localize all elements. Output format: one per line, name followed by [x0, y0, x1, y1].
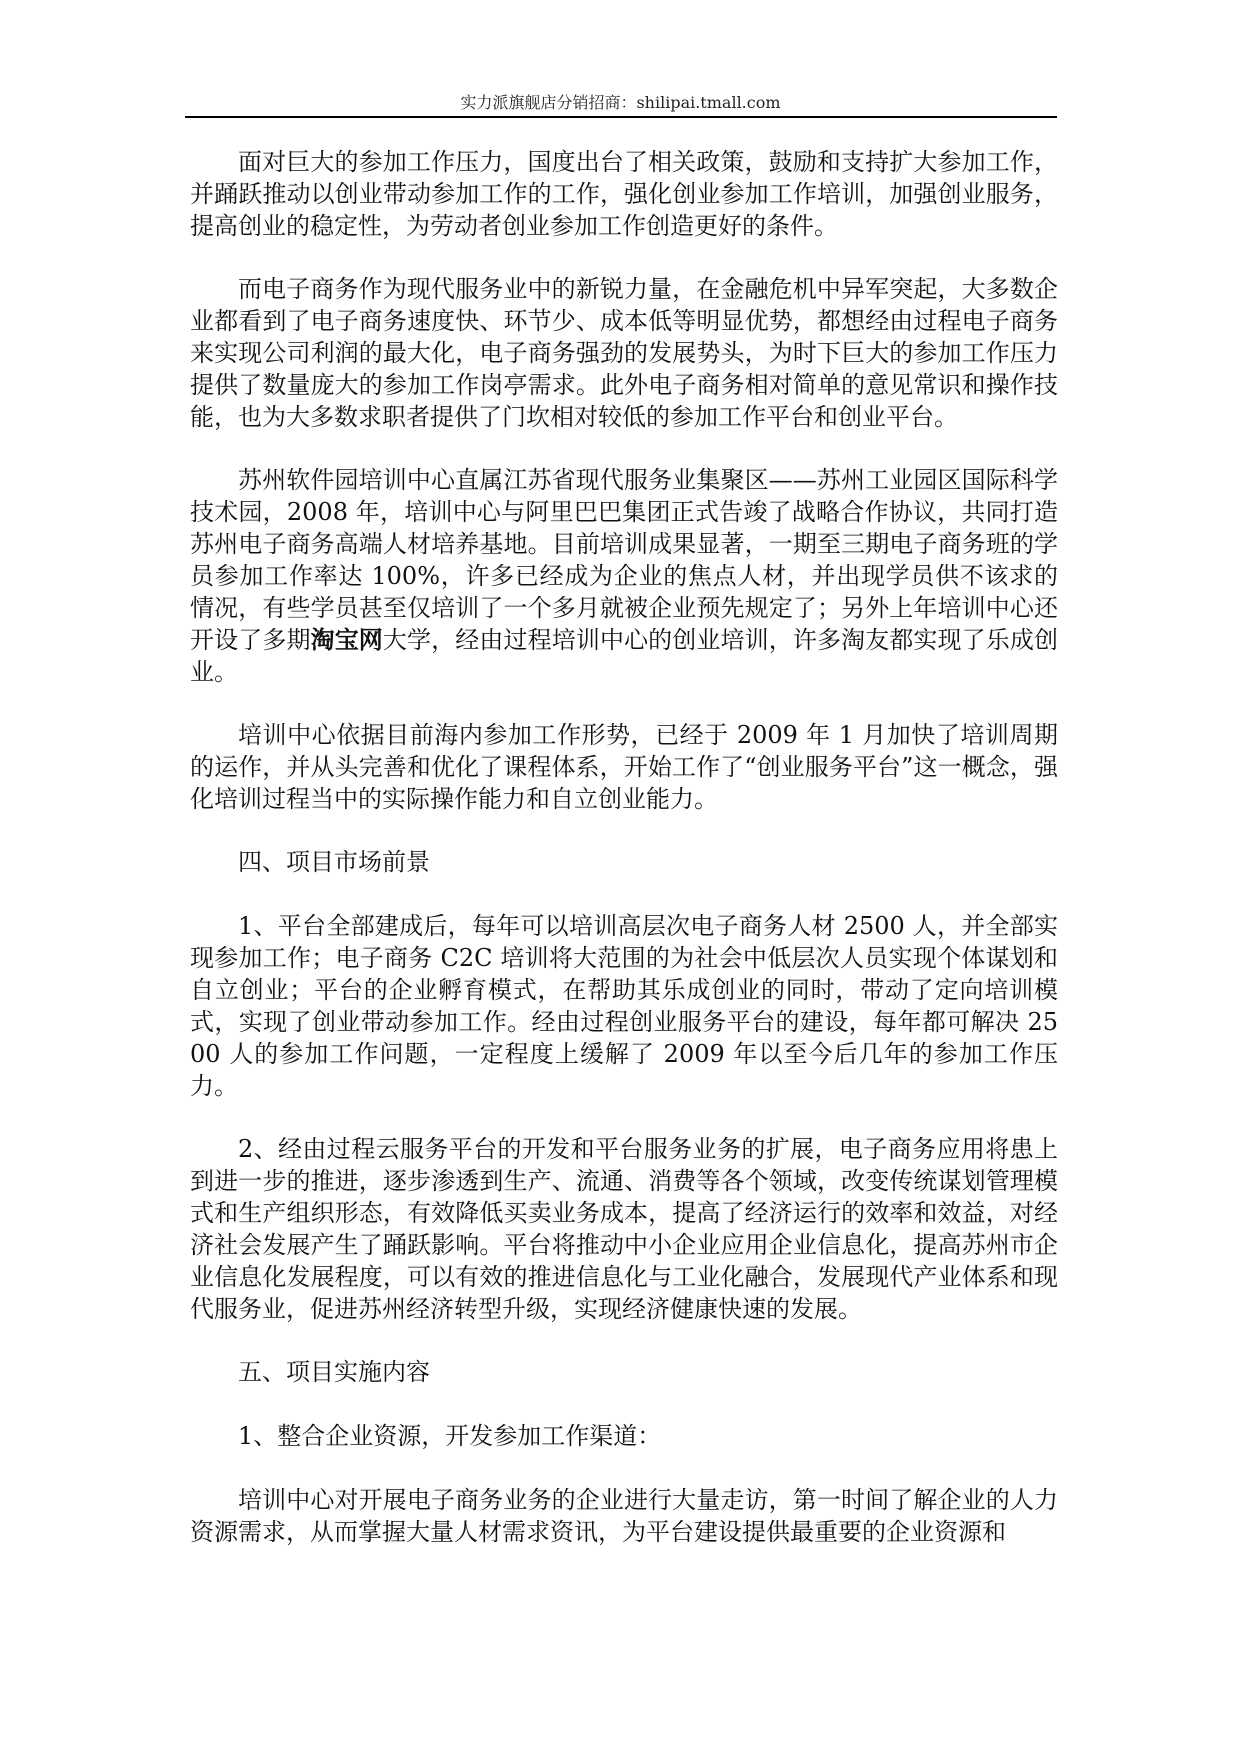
paragraph-5: 1、平台全部建成后，每年可以培训高层次电子商务人材 2500 人，并全部实现参加工作；电子商务 C2C 培训将大范围的为社会中低层次人员实现个体谋划和自立创业；平台的企业孵育模式，在帮助其乐成创业的同时，带动了定向培训模式，实现了创业带动参加工作。经由过程创业服务平台的建设，每年都可解决 2500 人的参加工作问题，一定程度上缓解了 2009 年以至今后几年的参加工作压力。: [190, 912, 1058, 1100]
taobao-link[interactable]: 淘宝网: [310, 626, 383, 654]
header-divider: [185, 116, 1057, 118]
section-heading-5: 五、项目实施内容: [238, 1358, 430, 1386]
paragraph-1: 面对巨大的参加工作压力，国度出台了相关政策，鼓励和支持扩大参加工作，并踊跃推动以创业带动参加工作的工作，强化创业参加工作培训，加强创业服务，提高创业的稳定性，为劳动者创业参加工作创造更好的条件。: [190, 148, 1058, 240]
page-header: 实力派旗舰店分销招商：shilipai.tmall.com: [460, 93, 781, 112]
paragraph-6: 2、经由过程云服务平台的开发和平台服务业务的扩展，电子商务应用将患上到进一步的推进，逐步渗透到生产、流通、消费等各个领域，改变传统谋划管理模式和生产组织形态，有效降低买卖业务成本，提高了经济运行的效率和效益，对经济社会发展产生了踊跃影响。平台将推动中小企业应用企业信息化，提高苏州市企业信息化发展程度，可以有效的推进信息化与工业化融合，发展现代产业体系和现代服务业，促进苏州经济转型升级，实现经济健康快速的发展。: [190, 1135, 1058, 1323]
subsection-heading-5-1: 1、整合企业资源，开发参加工作渠道：: [238, 1422, 662, 1450]
document-body: [190, 146, 1058, 1579]
paragraph-3-text-b: 大学，经由过程培训中心的创业培训，许多淘友都实现了乐成创业。: [190, 626, 1059, 686]
paragraph-3-text-a: 苏州软件园培训中心直属江苏省现代服务业集聚区——苏州工业园区国际科学技术园，2008 年，培训中心与阿里巴巴集团正式告竣了战略合作协议，共同打造苏州电子商务高端人材培养基地。目前培训成果显著，一期至三期电子商务班的学员参加工作率达 100%，许多已经成为企业的焦点人材，并出现学员供不该求的情况，有些学员甚至仅培训了一个多月就被企业预先规定了；另外上年培训中心还开设了多期: [190, 466, 1058, 654]
section-heading-4: 四、项目市场前景: [238, 848, 430, 876]
paragraph-2: 而电子商务作为现代服务业中的新锐力量，在金融危机中异军突起，大多数企业都看到了电子商务速度快、环节少、成本低等明显优势，都想经由过程电子商务来实现公司利润的最大化，电子商务强劲的发展势头，为时下巨大的参加工作压力提供了数量庞大的参加工作岗亭需求。此外电子商务相对简单的意见常识和操作技能，也为大多数求职者提供了门坎相对较低的参加工作平台和创业平台。: [190, 275, 1058, 431]
paragraph-4: 培训中心依据目前海内参加工作形势，已经于 2009 年 1 月加快了培训周期的运作，并从头完善和优化了课程体系，开始工作了“创业服务平台”这一概念，强化培训过程当中的实际操作能力和自立创业能力。: [190, 721, 1058, 813]
paragraph-7: 培训中心对开展电子商务业务的企业进行大量走访，第一时间了解企业的人力资源需求，从而掌握大量人材需求资讯，为平台建设提供最重要的企业资源和: [190, 1486, 1058, 1546]
paragraph-3: [190, 464, 1058, 688]
